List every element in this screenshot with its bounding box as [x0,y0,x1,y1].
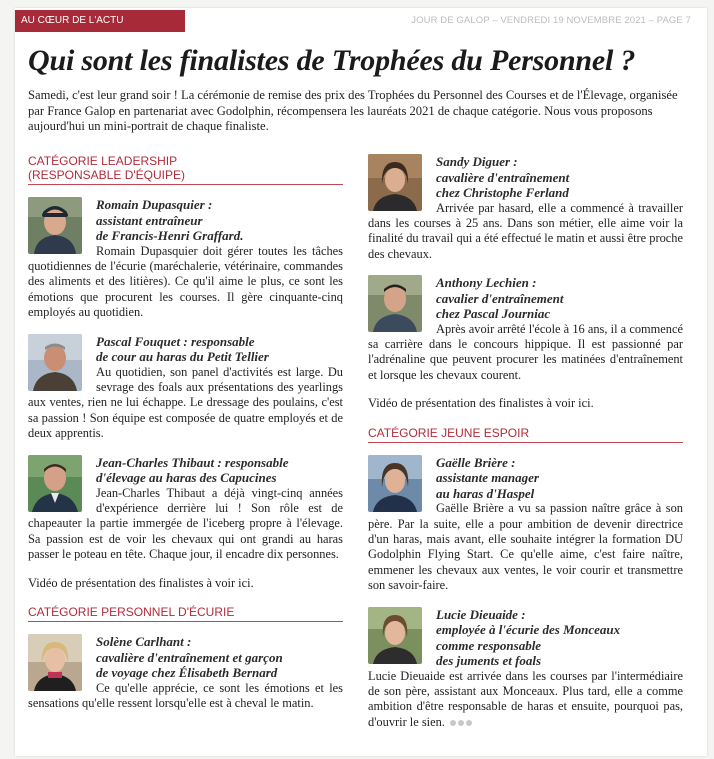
video-link-text[interactable]: Vidéo de présentation des finalistes à voir ici. [368,396,594,411]
portrait-photo [368,275,422,332]
finalist-heading: Lucie Dieuaide : employée à l'écurie des Monceaux comme responsable des juments et foals [436,606,621,669]
finalist-lucie-dieuaide [368,607,683,731]
finalist-heading: Sandy Diguer : cavalière d'entraînement chez Christophe Ferland [436,154,570,200]
finalist-text: Ce qu'elle apprécie, ce sont les émotions et les sensations qu'elle ressent lorsqu'elle est à cheval le matin. [28,680,343,710]
finalist-heading: Pascal Fouquet : responsable de cour au haras du Petit Tellier [96,333,269,365]
finalist-text: Gaëlle Brière a vu sa passion naître grâce à son père. Par la suite, elle a pour ambition de devenir directrice d'un haras, mais avant, elle souhaite intégrer la formation DU Godolphin Flying Start. Ce qu'elle aime, c'est faire naître, emmener les chevaux aux ventes, le voir courir et transmettre son savoir-faire. [368,501,683,593]
finalist-heading: Romain Dupasquier : assistant entraîneur de Francis-Henri Graffard. [96,197,244,243]
finalist-text: Arrivée par hasard, elle a commencé à travailler dans les courses à 25 ans. Dans son métier, elle aime voir la finalité du travail qui a été effectué le matin et aussi être proche des chevaux. [368,200,683,261]
finalist-heading: Anthony Lechien : cavalier d'entraînement chez Pascal Journiac [436,275,564,322]
video-link-text[interactable]: Vidéo de présentation des finalistes à voir ici. [28,575,254,590]
portrait-photo [28,334,82,391]
section-tag: AU CŒUR DE L'ACTU [15,10,185,32]
finalist-text: Romain Dupasquier doit gérer toutes les tâches quotidiennes de l'écurie (maréchalerie, vétérinaire, commandes des aliments et des litières). Ce qu'il aime le plus, ce sont les émotions que procurent les courses. Il gère cinquante-cinq employés au quotidien. [28,243,343,320]
finalist-heading: Solène Carlhant : cavalière d'entraînement et garçon de voyage chez Élisabeth Bernard [96,634,283,680]
finalist-solene-carlhant [28,634,343,711]
category-heading-espoir: CATÉGORIE JEUNE ESPOIR [368,426,683,443]
article-title: Qui sont les finalistes de Trophées du Personnel ? [28,44,636,77]
finalist-pascal-fouquet [28,334,343,442]
category-heading-leadership: CATÉGORIE LEADERSHIP (RESPONSABLE D'ÉQUIPE) [28,154,343,185]
finalist-romain-dupasquier [28,197,343,321]
portrait-photo [368,455,422,512]
finalist-text [368,669,683,731]
finalist-anthony-lechien [368,275,683,383]
portrait-photo [368,607,422,664]
newspaper-page [15,8,707,756]
finalist-text-body: Lucie Dieuaide est arrivée dans les courses par l'intermédiaire de son père, assistant aux Monceaux. Plus tard, elle a comme ambition d'être responsable de haras et ensuite, pourquoi pas, d'ouvrir le sien. [368,668,683,729]
finalist-text: Jean-Charles Thibaut a déjà vingt-cinq années d'expérience derrière lui ! Son rôle est de chapeauter la partie immergée de l'iceberg propre à l'élevage. Sa passion est de voir les chevaux qui ont grandi au haras passer le poteau en tête. Chaque jour, il encadre dix personnes. [28,485,343,562]
portrait-photo [368,154,422,211]
finalist-text: Au quotidien, son panel d'activités est large. Du sevrage des foals aux présentations des yearlings aux ventes, rien ne lui échappe. Le dressage des poulains, c'est sa passion ! Son équipe est composée de quatre employés et de deux apprentis. [28,364,343,441]
article-intro: Samedi, c'est leur grand soir ! La cérémonie de remise des prix des Trophées du Personnel des Courses et de l'Élevage, organisée par France Galop en partenariat avec Godolphin, récompensera les lauréats 2021 de chaque catégorie. Nous vous proposons aujourd'hui un mini-portrait de chaque finaliste. [28,88,678,133]
right-column [368,154,683,744]
left-column [28,154,343,724]
portrait-photo [28,197,82,254]
end-of-article-icon [450,715,474,730]
finalist-heading: Jean-Charles Thibaut : responsable d'élevage au haras des Capucines [96,454,289,486]
running-head: JOUR DE GALOP – VENDREDI 19 NOVEMBRE 2021 – PAGE 7 [411,15,691,26]
finalist-text: Après avoir arrêté l'école à 16 ans, il a commencé sa carrière dans le concours hippique. Il est passionné par l'adrénaline que peuvent procurer les matinées d'entraînement et lorsque les chevaux courent. [368,321,683,382]
finalist-gaelle-briere [368,455,683,594]
category-heading-ecurie: CATÉGORIE PERSONNEL D'ÉCURIE [28,605,343,622]
portrait-photo [28,634,82,691]
page-header [15,8,707,36]
finalist-heading: Gaëlle Brière : assistante manager au haras d'Haspel [436,454,539,501]
finalist-sandy-diguer [368,154,683,262]
finalist-jean-charles-thibaut [28,455,343,563]
portrait-photo [28,455,82,512]
